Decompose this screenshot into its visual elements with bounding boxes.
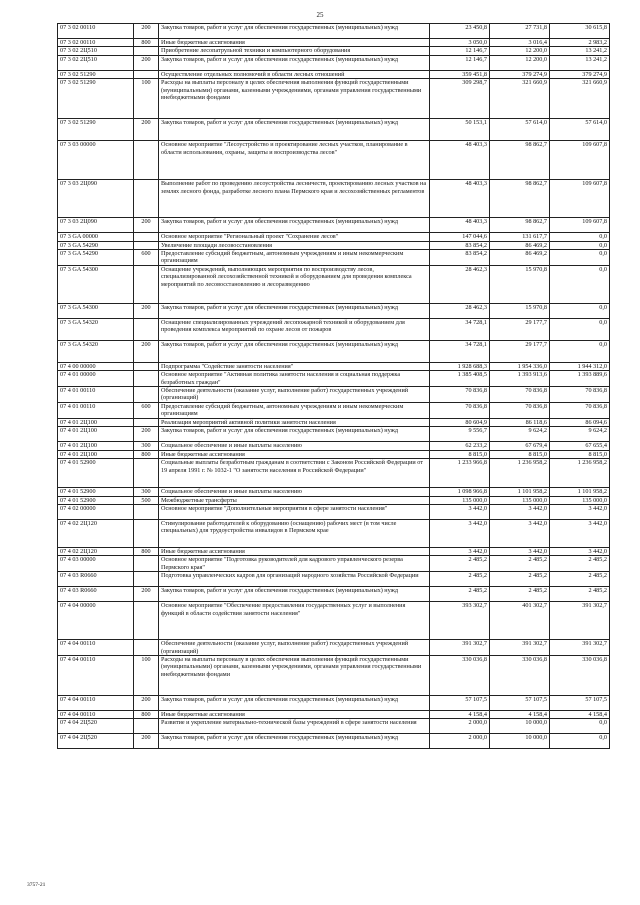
row-name: Закупка товаров, работ и услуг для обеспечения государственных (муниципальных) нужд bbox=[159, 734, 430, 749]
row-value-year1: 4 158,4 bbox=[430, 710, 490, 718]
row-value-year1: 48 403,3 bbox=[430, 218, 490, 233]
row-code: 07 4 01 00000 bbox=[58, 371, 134, 387]
row-vr bbox=[134, 141, 159, 180]
row-value-year1: 62 233,2 bbox=[430, 442, 490, 450]
row-name: Закупка товаров, работ и услуг для обеспечения государственных (муниципальных) нужд bbox=[159, 340, 430, 362]
row-value-year2: 86 118,6 bbox=[490, 418, 550, 426]
table-row bbox=[58, 39, 610, 47]
row-vr: 200 bbox=[134, 734, 159, 749]
table-row bbox=[58, 265, 610, 303]
row-code: 07 4 01 2Ц100 bbox=[58, 418, 134, 426]
table-row bbox=[58, 241, 610, 249]
table-row bbox=[58, 602, 610, 640]
row-value-year2: 379 274,9 bbox=[490, 70, 550, 78]
table-row bbox=[58, 519, 610, 547]
row-vr bbox=[134, 180, 159, 218]
row-name: Предоставление субсидий бюджетным, автономным учреждениям и иным некоммерческим организациям bbox=[159, 403, 430, 419]
row-value-year1: 2 485,2 bbox=[430, 556, 490, 572]
row-value-year1: 48 403,3 bbox=[430, 180, 490, 218]
row-value-year1: 83 854,2 bbox=[430, 241, 490, 249]
row-vr bbox=[134, 241, 159, 249]
row-vr: 100 bbox=[134, 79, 159, 119]
row-value-year2: 15 970,8 bbox=[490, 303, 550, 318]
table-row bbox=[58, 450, 610, 458]
row-vr bbox=[134, 418, 159, 426]
row-vr: 200 bbox=[134, 55, 159, 70]
row-code: 07 4 01 52900 bbox=[58, 459, 134, 488]
row-vr bbox=[134, 387, 159, 403]
table-row bbox=[58, 303, 610, 318]
row-value-year3: 0,0 bbox=[550, 719, 610, 734]
table-row bbox=[58, 640, 610, 656]
row-value-year2: 2 485,2 bbox=[490, 572, 550, 587]
row-name: Реализация мероприятий активной политики занятости населения bbox=[159, 418, 430, 426]
row-vr: 300 bbox=[134, 442, 159, 450]
row-name: Межбюджетные трансферты bbox=[159, 496, 430, 504]
row-name: Социальные выплаты безработным гражданам в соответствии с Законом Российской Федерации от 19 апреля 1991 г. № 1032-1 "О занятости населения в Российской Федерации" bbox=[159, 459, 430, 488]
row-value-year2: 12 200,0 bbox=[490, 55, 550, 70]
row-value-year3: 13 241,2 bbox=[550, 47, 610, 55]
row-value-year2: 98 862,7 bbox=[490, 218, 550, 233]
row-value-year3: 0,0 bbox=[550, 265, 610, 303]
row-value-year1: 1 098 966,8 bbox=[430, 488, 490, 496]
row-value-year3: 9 624,2 bbox=[550, 427, 610, 442]
row-value-year3: 3 442,0 bbox=[550, 504, 610, 519]
row-code: 07 3 GA 54320 bbox=[58, 318, 134, 340]
row-value-year1: 83 854,2 bbox=[430, 250, 490, 266]
row-value-year3: 57 107,5 bbox=[550, 695, 610, 710]
table-row bbox=[58, 70, 610, 78]
row-value-year2: 10 000,0 bbox=[490, 734, 550, 749]
row-value-year1: 393 302,7 bbox=[430, 602, 490, 640]
row-code: 07 4 04 00110 bbox=[58, 695, 134, 710]
row-value-year2: 10 000,0 bbox=[490, 719, 550, 734]
row-value-year3: 3 442,0 bbox=[550, 547, 610, 555]
row-vr bbox=[134, 519, 159, 547]
row-value-year1: 70 836,8 bbox=[430, 403, 490, 419]
row-vr: 200 bbox=[134, 695, 159, 710]
row-value-year3: 13 241,2 bbox=[550, 55, 610, 70]
budget-table bbox=[57, 23, 610, 749]
row-value-year3: 1 944 312,0 bbox=[550, 362, 610, 370]
row-value-year1: 57 107,5 bbox=[430, 695, 490, 710]
row-value-year3: 2 485,2 bbox=[550, 556, 610, 572]
row-vr bbox=[134, 70, 159, 78]
row-name: Выполнение работ по проведению лесоустройства лесничеств, проектированию лесных участков на землях лесного фонда, разработке лесного плана Пермского края и лесохозяйственных регламентов bbox=[159, 180, 430, 218]
row-value-year3: 330 036,8 bbox=[550, 655, 610, 695]
row-code: 07 3 GA 54320 bbox=[58, 340, 134, 362]
table-body bbox=[58, 24, 610, 749]
row-name: Стимулирование работодателей к оборудованию (оснащению) рабочих мест (в том числе специальных) для трудоустройства инвалидов в Пермском крае bbox=[159, 519, 430, 547]
row-code: 07 4 00 00000 bbox=[58, 362, 134, 370]
row-vr: 500 bbox=[134, 496, 159, 504]
table-row bbox=[58, 318, 610, 340]
row-code: 07 4 04 00110 bbox=[58, 655, 134, 695]
row-value-year2: 135 000,0 bbox=[490, 496, 550, 504]
row-name: Закупка товаров, работ и услуг для обеспечения государственных (муниципальных) нужд bbox=[159, 55, 430, 70]
table-row bbox=[58, 734, 610, 749]
row-code: 07 3 02 2Ц510 bbox=[58, 47, 134, 55]
table-row bbox=[58, 496, 610, 504]
row-value-year3: 0,0 bbox=[550, 233, 610, 241]
row-value-year2: 29 177,7 bbox=[490, 340, 550, 362]
table-row bbox=[58, 418, 610, 426]
row-vr: 800 bbox=[134, 547, 159, 555]
row-value-year3: 2 485,2 bbox=[550, 587, 610, 602]
row-name: Оснащение учреждений, выполняющих мероприятия по воспроизводству лесов, специализированной лесохозяйственной техникой и оборудованием для проведения комплекса мероприятий по лесовосстановлению и лесоразведению bbox=[159, 265, 430, 303]
row-name: Закупка товаров, работ и услуг для обеспечения государственных (муниципальных) нужд bbox=[159, 695, 430, 710]
row-value-year3: 1 393 889,6 bbox=[550, 371, 610, 387]
row-vr: 600 bbox=[134, 403, 159, 419]
row-name: Подпрограмма "Содействие занятости населения" bbox=[159, 362, 430, 370]
row-value-year2: 1 954 336,0 bbox=[490, 362, 550, 370]
row-code: 07 4 04 00110 bbox=[58, 640, 134, 656]
row-name: Оснащение специализированных учреждений лесопожарной техникой и оборудованием для проведения комплекса мероприятий по охране лесов от пожаров bbox=[159, 318, 430, 340]
table-row bbox=[58, 556, 610, 572]
row-name: Расходы на выплаты персоналу в целях обеспечения выполнения функций государственными (муниципальными) органами, казенными учреждениями, органами управления государственными внебюджетными фондами bbox=[159, 655, 430, 695]
row-value-year1: 2 485,2 bbox=[430, 572, 490, 587]
table-row bbox=[58, 340, 610, 362]
row-value-year1: 12 146,7 bbox=[430, 55, 490, 70]
row-value-year1: 3 442,0 bbox=[430, 547, 490, 555]
row-vr bbox=[134, 504, 159, 519]
row-vr bbox=[134, 459, 159, 488]
row-code: 07 4 01 00110 bbox=[58, 387, 134, 403]
row-vr: 200 bbox=[134, 340, 159, 362]
row-code: 07 3 03 00000 bbox=[58, 141, 134, 180]
row-value-year3: 0,0 bbox=[550, 250, 610, 266]
row-name: Закупка товаров, работ и услуг для обеспечения государственных (муниципальных) нужд bbox=[159, 24, 430, 39]
row-code: 07 4 03 R0660 bbox=[58, 587, 134, 602]
row-value-year1: 1 233 966,8 bbox=[430, 459, 490, 488]
table-row bbox=[58, 572, 610, 587]
row-value-year2: 86 469,2 bbox=[490, 250, 550, 266]
row-vr bbox=[134, 371, 159, 387]
row-value-year2: 57 614,0 bbox=[490, 119, 550, 141]
row-name: Социальное обеспечение и иные выплаты населению bbox=[159, 442, 430, 450]
row-value-year3: 109 607,8 bbox=[550, 141, 610, 180]
row-name: Увеличение площади лесовосстановления bbox=[159, 241, 430, 249]
row-value-year3: 109 607,8 bbox=[550, 218, 610, 233]
row-value-year3: 1 236 958,2 bbox=[550, 459, 610, 488]
table-row bbox=[58, 233, 610, 241]
row-value-year2: 70 836,8 bbox=[490, 387, 550, 403]
row-vr bbox=[134, 233, 159, 241]
row-code: 07 4 01 2Ц100 bbox=[58, 450, 134, 458]
row-vr: 200 bbox=[134, 24, 159, 39]
row-value-year2: 131 617,7 bbox=[490, 233, 550, 241]
table-row bbox=[58, 459, 610, 488]
row-value-year2: 1 101 958,2 bbox=[490, 488, 550, 496]
row-value-year2: 86 469,2 bbox=[490, 241, 550, 249]
row-name: Предоставление субсидий бюджетным, автономным учреждениям и иным некоммерческим организациям bbox=[159, 250, 430, 266]
row-value-year1: 2 000,0 bbox=[430, 719, 490, 734]
row-vr: 600 bbox=[134, 250, 159, 266]
table-row bbox=[58, 180, 610, 218]
row-vr: 800 bbox=[134, 39, 159, 47]
page-number: 25 bbox=[316, 11, 324, 19]
row-value-year3: 0,0 bbox=[550, 241, 610, 249]
row-value-year2: 1 236 958,2 bbox=[490, 459, 550, 488]
row-code: 07 4 01 52900 bbox=[58, 488, 134, 496]
table-row bbox=[58, 141, 610, 180]
row-value-year2: 8 815,0 bbox=[490, 450, 550, 458]
row-name: Иные бюджетные ассигнования bbox=[159, 710, 430, 718]
row-value-year1: 3 442,0 bbox=[430, 519, 490, 547]
row-code: 07 4 04 2Ц520 bbox=[58, 734, 134, 749]
row-name: Подготовка управленческих кадров для организаций народного хозяйства Российской Федерации bbox=[159, 572, 430, 587]
row-vr bbox=[134, 572, 159, 587]
row-value-year2: 330 036,8 bbox=[490, 655, 550, 695]
row-value-year2: 2 485,2 bbox=[490, 556, 550, 572]
row-name: Развитие и укрепление материально-технической базы учреждений в сфере занятости населения bbox=[159, 719, 430, 734]
table-row bbox=[58, 218, 610, 233]
row-value-year1: 34 728,1 bbox=[430, 318, 490, 340]
row-value-year1: 48 403,3 bbox=[430, 141, 490, 180]
row-name: Расходы на выплаты персоналу в целях обеспечения выполнения функций государственными (муниципальными) органами, казенными учреждениями, органами управления государственными внебюджетными фондами bbox=[159, 79, 430, 119]
row-value-year3: 109 607,8 bbox=[550, 180, 610, 218]
row-value-year2: 98 862,7 bbox=[490, 141, 550, 180]
row-code: 07 4 02 00000 bbox=[58, 504, 134, 519]
row-name: Обеспечение деятельности (оказание услуг, выполнение работ) государственных учреждений (организаций) bbox=[159, 387, 430, 403]
row-value-year1: 70 836,8 bbox=[430, 387, 490, 403]
table-row bbox=[58, 504, 610, 519]
row-code: 07 3 02 00110 bbox=[58, 24, 134, 39]
row-value-year3: 70 836,8 bbox=[550, 403, 610, 419]
row-code: 07 4 04 2Ц520 bbox=[58, 719, 134, 734]
row-value-year2: 12 200,0 bbox=[490, 47, 550, 55]
row-code: 07 4 03 00000 bbox=[58, 556, 134, 572]
row-value-year3: 86 094,6 bbox=[550, 418, 610, 426]
row-value-year1: 330 036,8 bbox=[430, 655, 490, 695]
row-value-year3: 70 836,8 bbox=[550, 387, 610, 403]
table-row bbox=[58, 24, 610, 39]
table-row bbox=[58, 47, 610, 55]
row-name: Осуществление отдельных полномочий в области лесных отношений bbox=[159, 70, 430, 78]
table-row bbox=[58, 488, 610, 496]
row-name: Закупка товаров, работ и услуг для обеспечения государственных (муниципальных) нужд bbox=[159, 587, 430, 602]
row-code: 07 4 02 2Ц120 bbox=[58, 519, 134, 547]
row-vr bbox=[134, 556, 159, 572]
row-name: Основное мероприятие "Подготовка руководителей для кадрового управленческого резерва Пермского края" bbox=[159, 556, 430, 572]
row-value-year1: 28 462,3 bbox=[430, 265, 490, 303]
row-vr: 200 bbox=[134, 587, 159, 602]
table-row bbox=[58, 695, 610, 710]
row-code: 07 3 02 2Ц510 bbox=[58, 55, 134, 70]
row-value-year2: 27 731,8 bbox=[490, 24, 550, 39]
row-value-year3: 57 614,0 bbox=[550, 119, 610, 141]
table-row bbox=[58, 547, 610, 555]
row-value-year2: 98 862,7 bbox=[490, 180, 550, 218]
row-code: 07 3 GA 54290 bbox=[58, 241, 134, 249]
table-row bbox=[58, 119, 610, 141]
row-value-year3: 2 983,2 bbox=[550, 39, 610, 47]
row-value-year1: 2 485,2 bbox=[430, 587, 490, 602]
row-value-year1: 359 451,8 bbox=[430, 70, 490, 78]
row-code: 07 3 02 00110 bbox=[58, 39, 134, 47]
table-row bbox=[58, 710, 610, 718]
row-value-year3: 0,0 bbox=[550, 340, 610, 362]
row-vr: 200 bbox=[134, 427, 159, 442]
row-code: 07 3 GA 54300 bbox=[58, 265, 134, 303]
row-vr: 200 bbox=[134, 119, 159, 141]
row-value-year3: 135 000,0 bbox=[550, 496, 610, 504]
row-code: 07 4 01 00110 bbox=[58, 403, 134, 419]
row-value-year1: 80 604,9 bbox=[430, 418, 490, 426]
row-vr: 200 bbox=[134, 218, 159, 233]
row-value-year3: 379 274,9 bbox=[550, 70, 610, 78]
row-value-year2: 67 679,4 bbox=[490, 442, 550, 450]
row-value-year2: 3 442,0 bbox=[490, 504, 550, 519]
row-vr bbox=[134, 265, 159, 303]
row-value-year1: 28 462,3 bbox=[430, 303, 490, 318]
table-row bbox=[58, 587, 610, 602]
table-row bbox=[58, 79, 610, 119]
table-row bbox=[58, 387, 610, 403]
row-value-year3: 67 655,4 bbox=[550, 442, 610, 450]
row-code: 07 3 03 2Ц090 bbox=[58, 180, 134, 218]
row-value-year1: 391 302,7 bbox=[430, 640, 490, 656]
row-code: 07 3 02 51290 bbox=[58, 79, 134, 119]
row-value-year3: 391 302,7 bbox=[550, 640, 610, 656]
row-value-year1: 8 815,0 bbox=[430, 450, 490, 458]
row-name: Основное мероприятие "Лесоустройство и проектирование лесных участков, планирование в области использования, охраны, защиты и воспроизводства лесов" bbox=[159, 141, 430, 180]
row-vr bbox=[134, 719, 159, 734]
row-vr: 100 bbox=[134, 655, 159, 695]
row-code: 07 3 GA 54300 bbox=[58, 303, 134, 318]
row-name: Закупка товаров, работ и услуг для обеспечения государственных (муниципальных) нужд bbox=[159, 303, 430, 318]
row-name: Закупка товаров, работ и услуг для обеспечения государственных (муниципальных) нужд bbox=[159, 119, 430, 141]
row-value-year2: 57 107,5 bbox=[490, 695, 550, 710]
row-name: Основное мероприятие "Обеспечение предоставления государственных услуг и выполнения функций в области содействия занятости населения" bbox=[159, 602, 430, 640]
row-value-year2: 3 016,4 bbox=[490, 39, 550, 47]
table-row bbox=[58, 427, 610, 442]
row-name: Иные бюджетные ассигнования bbox=[159, 547, 430, 555]
table-row bbox=[58, 719, 610, 734]
row-vr: 200 bbox=[134, 303, 159, 318]
row-name: Обеспечение деятельности (оказание услуг, выполнение работ) государственных учреждений (организаций) bbox=[159, 640, 430, 656]
row-code: 07 4 01 52900 bbox=[58, 496, 134, 504]
row-vr: 300 bbox=[134, 488, 159, 496]
row-value-year2: 391 302,7 bbox=[490, 640, 550, 656]
table-row bbox=[58, 442, 610, 450]
row-vr bbox=[134, 602, 159, 640]
row-value-year1: 34 728,1 bbox=[430, 340, 490, 362]
row-name: Основное мероприятие "Региональный проект "Сохранение лесов" bbox=[159, 233, 430, 241]
row-value-year2: 4 158,4 bbox=[490, 710, 550, 718]
row-code: 07 3 GA 54290 bbox=[58, 250, 134, 266]
table-row bbox=[58, 362, 610, 370]
row-value-year3: 0,0 bbox=[550, 734, 610, 749]
row-value-year1: 1 928 688,3 bbox=[430, 362, 490, 370]
row-value-year2: 2 485,2 bbox=[490, 587, 550, 602]
table-row bbox=[58, 55, 610, 70]
row-code: 07 3 GA 00000 bbox=[58, 233, 134, 241]
row-value-year2: 321 660,9 bbox=[490, 79, 550, 119]
row-value-year1: 3 050,0 bbox=[430, 39, 490, 47]
row-code: 07 3 02 51290 bbox=[58, 119, 134, 141]
row-name: Основное мероприятие "Активная политика занятости населения и социальная поддержка безработных граждан" bbox=[159, 371, 430, 387]
row-value-year3: 8 815,0 bbox=[550, 450, 610, 458]
row-value-year1: 147 044,6 bbox=[430, 233, 490, 241]
row-code: 07 4 02 2Ц120 bbox=[58, 547, 134, 555]
row-value-year3: 1 101 958,2 bbox=[550, 488, 610, 496]
row-value-year3: 0,0 bbox=[550, 303, 610, 318]
row-value-year3: 30 615,8 bbox=[550, 24, 610, 39]
row-value-year1: 309 298,7 bbox=[430, 79, 490, 119]
row-name: Основное мероприятие "Дополнительные мероприятия в сфере занятости населения" bbox=[159, 504, 430, 519]
row-name: Приобретение лесопатрульной техники и компьютерного оборудования bbox=[159, 47, 430, 55]
row-value-year3: 0,0 bbox=[550, 318, 610, 340]
row-code: 07 3 03 2Ц090 bbox=[58, 218, 134, 233]
row-vr bbox=[134, 47, 159, 55]
row-vr: 800 bbox=[134, 710, 159, 718]
row-value-year1: 12 146,7 bbox=[430, 47, 490, 55]
row-value-year1: 2 000,0 bbox=[430, 734, 490, 749]
row-value-year1: 9 556,7 bbox=[430, 427, 490, 442]
row-value-year1: 50 153,1 bbox=[430, 119, 490, 141]
row-name: Закупка товаров, работ и услуг для обеспечения государственных (муниципальных) нужд bbox=[159, 427, 430, 442]
row-vr bbox=[134, 362, 159, 370]
row-code: 07 3 02 51290 bbox=[58, 70, 134, 78]
row-code: 07 4 04 00110 bbox=[58, 710, 134, 718]
row-code: 07 4 01 2Ц100 bbox=[58, 442, 134, 450]
row-name: Иные бюджетные ассигнования bbox=[159, 450, 430, 458]
row-value-year1: 23 450,8 bbox=[430, 24, 490, 39]
row-code: 07 4 01 2Ц100 bbox=[58, 427, 134, 442]
row-name: Социальное обеспечение и иные выплаты населению bbox=[159, 488, 430, 496]
table-row bbox=[58, 403, 610, 419]
row-value-year1: 3 442,0 bbox=[430, 504, 490, 519]
row-value-year2: 3 442,0 bbox=[490, 547, 550, 555]
row-value-year3: 3 442,0 bbox=[550, 519, 610, 547]
row-value-year3: 391 302,7 bbox=[550, 602, 610, 640]
row-vr: 800 bbox=[134, 450, 159, 458]
row-value-year3: 2 485,2 bbox=[550, 572, 610, 587]
row-vr bbox=[134, 318, 159, 340]
row-value-year2: 401 302,7 bbox=[490, 602, 550, 640]
row-value-year3: 321 660,9 bbox=[550, 79, 610, 119]
row-value-year3: 4 158,4 bbox=[550, 710, 610, 718]
row-name: Иные бюджетные ассигнования bbox=[159, 39, 430, 47]
row-value-year2: 70 836,8 bbox=[490, 403, 550, 419]
row-value-year1: 135 000,0 bbox=[430, 496, 490, 504]
table-row bbox=[58, 371, 610, 387]
row-value-year2: 9 624,2 bbox=[490, 427, 550, 442]
row-value-year2: 1 393 913,6 bbox=[490, 371, 550, 387]
row-vr bbox=[134, 640, 159, 656]
row-value-year2: 3 442,0 bbox=[490, 519, 550, 547]
table-row bbox=[58, 250, 610, 266]
row-value-year1: 1 385 408,5 bbox=[430, 371, 490, 387]
row-value-year2: 29 177,7 bbox=[490, 318, 550, 340]
document-id: 3757-21 bbox=[27, 882, 46, 888]
row-value-year2: 15 970,8 bbox=[490, 265, 550, 303]
row-code: 07 4 04 00000 bbox=[58, 602, 134, 640]
row-code: 07 4 03 R0660 bbox=[58, 572, 134, 587]
table-row bbox=[58, 655, 610, 695]
row-name: Закупка товаров, работ и услуг для обеспечения государственных (муниципальных) нужд bbox=[159, 218, 430, 233]
